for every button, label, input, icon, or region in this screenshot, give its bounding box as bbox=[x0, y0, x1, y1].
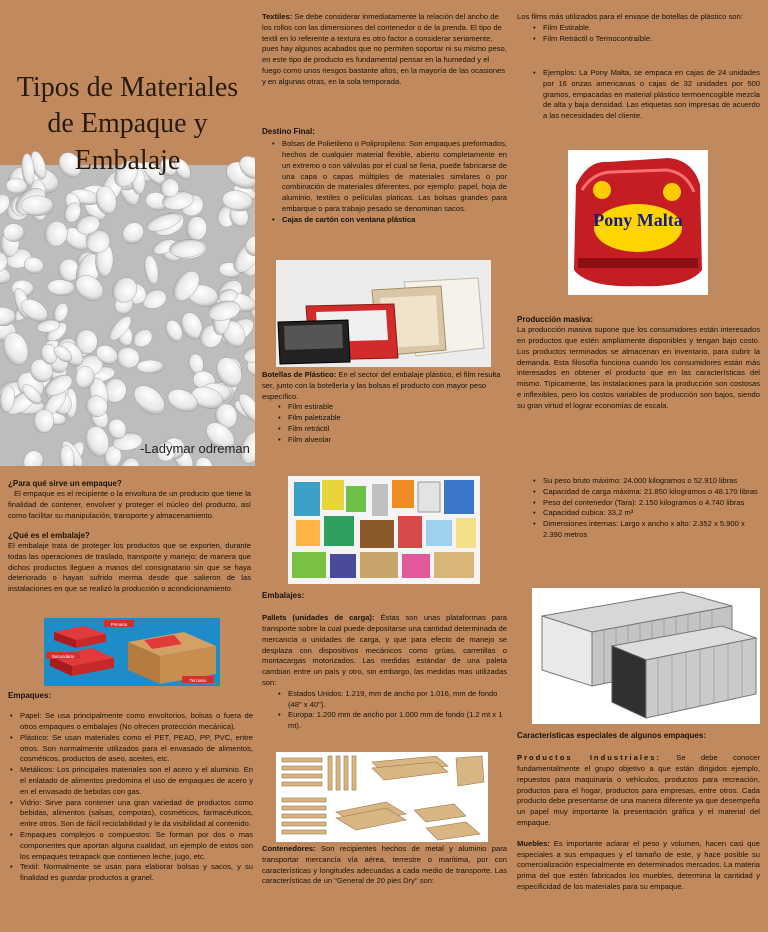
ejemplo-pony: • Ejemplos: La Pony Malta, se empaca en cajas de 24 unidades por 16 onzas americanas o cajas de 32 unidades por 500 gramos, empacadas en material plástico termoencogible mezcla de alta y baja densidad. Las etiquetas son impresas de acuerdo a las necesidades del cliente. bbox=[531, 68, 760, 122]
contenedores-section bbox=[262, 844, 507, 887]
cardboard-boxes-image bbox=[276, 260, 491, 367]
film-item: • Film retráctil bbox=[276, 424, 507, 435]
embalajes-heading: Embalajes: bbox=[262, 591, 305, 600]
cover-author: -Ladymar odreman bbox=[140, 441, 250, 456]
films-item: • Film Retráctil o Termocontraíble. bbox=[531, 34, 760, 45]
botellas-body: En el sector del embalaje plástico, el film resulta ser, junto con la botellería y las bolsas el producto con mayor peso específico. bbox=[262, 370, 501, 401]
spec-item: • Peso del contenedor (Tara): 2.150 kilogramos o 4.740 libras bbox=[531, 498, 760, 509]
packaging-levels-diagram bbox=[44, 618, 220, 686]
cover-title-line1: Tipos de Materiales bbox=[16, 72, 239, 103]
film-item: • Film alveolar bbox=[276, 435, 507, 446]
spec-item: • Dimensiones internas: Largo x ancho x alto: 2.352 x 5.900 x 2.390 metros bbox=[531, 519, 760, 541]
caract-heading: Características especiales de algunos empaques: bbox=[517, 731, 706, 740]
packing-peanut bbox=[137, 360, 164, 373]
shipping-containers-image bbox=[532, 588, 760, 724]
film-item: • Film paletizable bbox=[276, 413, 507, 424]
destino-item-bolsas: • Bolsas de Polietileno o Polipropileno: Son empaques preformados, hechos de cualquier material flexible, abierto completamente en un extremo o con válvulas por el cual se llena, puede fabricarse de una capa o capas múltiples de materiales similares o por combinación de materiales diferentes, por ejemplo: papel, hoja de aluminio, textiles o películas platicas. Las bolsas grandes para embarque o para trabajo pesado se denominan sacos. bbox=[270, 139, 507, 214]
empaques-section bbox=[8, 690, 253, 884]
cover-title-line2: de Empaque y bbox=[47, 108, 208, 140]
embalajes-section bbox=[262, 590, 507, 732]
pallets-label: Pallets (unidades de carga): bbox=[262, 613, 375, 623]
boxes-graphic bbox=[276, 260, 491, 367]
botellas-section bbox=[262, 370, 507, 445]
empaque-item-plastico: • Plástico: Se usan materiales como el PET, PEAD, PP, PVC, entre otros. Son normalmente utilizados para el envasado de alimentos, cosméticos, productos de aseo, aceites, etc. bbox=[8, 733, 253, 765]
pallets-image bbox=[276, 752, 488, 842]
q1-heading: ¿Para qué sirve un empaque? bbox=[8, 479, 122, 488]
product-packages-image bbox=[288, 476, 480, 584]
pallet-size-item: • Estados Unidos: 1.219, mm de ancho por 1.016, mm de fondo (48" x 40"). bbox=[276, 689, 507, 711]
cover-title-line3: Embalaje bbox=[74, 144, 181, 176]
muebles-label: Muebles: bbox=[517, 838, 550, 848]
produccion-section bbox=[517, 314, 760, 412]
pony-malta-image bbox=[568, 150, 708, 295]
pallet-size-item: • Europa: 1.200 mm de ancho por 1.000 mm de fondo (1.2 mt x 1 mt). bbox=[276, 710, 507, 732]
industriales-body: Se debe conocer fundamentalmente el grupo objetivo a que están dirigidos ejemplo, repuestos para maquinaria o vehículos, productos para recreación, productos para el hogar, productos para empresas, entre otros. Cada producto debe presentarse de una manera diferente ya que desempeña un papel muy importante la presentación gráfica y el material del empaque. bbox=[517, 753, 761, 828]
textiles-label: Textiles: bbox=[262, 12, 293, 21]
shipping-containers-graphic bbox=[532, 588, 760, 724]
pallets-body: Éstas son unas plataformas para transporte sobre la cual puede depositarse una cantidad determinada de mercancía o unidades de carga, y que para efecto de manejo se desplaza con dispositivos mecánicos como grúas, carretillas o montacargas motorizados. Las medidas estándar de una paleta cambian entre un país y otro, sin embargo, las medidas mas utilizadas son: bbox=[262, 613, 507, 688]
container-specs-section bbox=[517, 476, 760, 541]
q2-body: El embalaje trata de proteger los productos que se exporten, durante todas las operaciones de traslado, transporte y manejo; de manera que dichos productos lleguen a manos del consignatario sin que se haya deteriorado o hayan sufrido merma desde que salieron de las instalaciones en que se realizó la producción o acondicionamiento. bbox=[8, 541, 251, 594]
industriales-label: Productos Industriales: bbox=[517, 753, 661, 763]
pony-logo-text: Pony Malta bbox=[593, 210, 683, 230]
spec-item: • Su peso bruto máximo: 24.000 kilogramos o 52.910 libras bbox=[531, 476, 760, 487]
empaque-item-textil: • Textil: Normalmente se usan para elaborar bolsas y sacos, y su finalidad es guardar productos a granel. bbox=[8, 862, 253, 884]
destino-item-cajas: • Cajas de cartón con ventana plástica bbox=[270, 215, 507, 226]
diagram-label-terciario: Terciario bbox=[189, 678, 207, 683]
diagram-label-secundario: Secundario bbox=[51, 654, 75, 659]
diagram-label-primario: Primario bbox=[110, 622, 128, 627]
botellas-label: Botellas de Plástico: bbox=[262, 370, 337, 379]
pallets-graphic bbox=[276, 752, 488, 842]
spec-item: • Capacidad de carga máxima: 21.850 kilogramos o 48.170 libras bbox=[531, 487, 760, 498]
produccion-body: La producción masiva supone que los consumidores están interesados en productos que estén ampliamente disponibles y tengan bajo costo. Los productos terminados se almacenan en inventario, para cubrir la demanda. Esta filosofía funciona cuando los consumidores están más interesados en obtener el producto que en las características del mismo. Típicamente, las instalaciones para la producción son costosas e inflexibles, pero los costos variables de producción son bajos, siendo su gran virtud el lograr economías de escala. bbox=[517, 325, 760, 410]
empaque-question-section bbox=[8, 478, 251, 595]
contenedores-label: Contenedores: bbox=[262, 844, 316, 853]
empaque-item-metalicos: • Metálicos: Los principales materiales son el acero y el aluminio. En el enlatado de alimentos predomina el uso de empaques de acero y en el envasado de bebidas con gas. bbox=[8, 765, 253, 797]
films-intro: Los films más utilizados para el envase de botellas de plástico son: bbox=[517, 12, 743, 21]
destino-heading: Destino Final: bbox=[262, 127, 315, 136]
empaque-item-vidrio: • Vidrio: Sirve para contener una gran variedad de productos como bebidas, alimentos (salsas, compotas), cosméticos, farmacéuticos, entre otros. Son de fácil reciclabilidad y le da visibilidad al contenido. bbox=[8, 798, 253, 830]
pony-malta-graphic bbox=[568, 150, 708, 295]
destino-section bbox=[262, 126, 507, 226]
empaque-item-papel: • Papel: Se usa principalmente como envoltorios, bolsas o fuera de otros empaques o embalajes (No ofrecen protección mecánica). bbox=[8, 711, 253, 733]
empaque-item-complejos: • Empaques complejos o compuestos: Se forman por dos o mas componentes que aportan alguna cualidad, un ejemplo de estos son los empaques tetrapack que contienen leche, jugo, etc. bbox=[8, 830, 253, 862]
film-item: • Film estirable bbox=[276, 402, 507, 413]
textiles-body: Se debe considerar inmediatamente la relación del ancho de los rollos con las dimensiones del contenedor o de la prenda. El tipo de textil en lo referente a textura es otro factor a considerar seriamente, pues hay algunos acabados que no permiten soportar ni su mismo peso, en este tipo de producto es fundamental pensar en la humedad y el fuego como unos riesgos bastante altos, en la mayoría de las ocasiones y en algunas otras, en la sola temporada. bbox=[262, 12, 507, 86]
spec-item: • Capacidad cubica: 33,2 m³ bbox=[531, 508, 760, 519]
films-item: • Film Estirable. bbox=[531, 23, 760, 34]
q2-heading: ¿Qué es el embalaje? bbox=[8, 530, 90, 540]
textiles-section bbox=[262, 12, 507, 87]
caracteristicas-section bbox=[517, 730, 760, 893]
ejemplo-section bbox=[517, 68, 760, 122]
produccion-heading: Producción masiva: bbox=[517, 315, 594, 324]
films-section bbox=[517, 12, 760, 44]
muebles-body: Es importante aclarar el peso y volumen, hacen casi que especiales a sus empaques y el tamaño de este, y hace posible su comercialización especialmente en determinados mercados. La materia prima del que estén fabricados los muebles, determina la cantidad y especificidad de los materiales para su empaque. bbox=[517, 838, 760, 891]
q1-body: El empaque es el recipiente o la envoltura de un producto que tiene la finalidad de contener, envolver y proteger el núcleo del producto, así como facilitar su manipulación, transporte y almacenamiento. bbox=[8, 489, 251, 520]
packaging-levels-graphic bbox=[44, 618, 220, 686]
cover-title bbox=[0, 70, 255, 179]
contenedores-body: Son recipientes hechos de metal y aluminio para transportar mercancía vía aérea, terrestre o marítima, por con características y longitudes adecuadas a cada medio de transporte. Las características de un "General de 20 pies Dry" son: bbox=[262, 844, 507, 886]
empaques-heading: Empaques: bbox=[8, 691, 52, 700]
product-packages-graphic bbox=[288, 476, 480, 584]
